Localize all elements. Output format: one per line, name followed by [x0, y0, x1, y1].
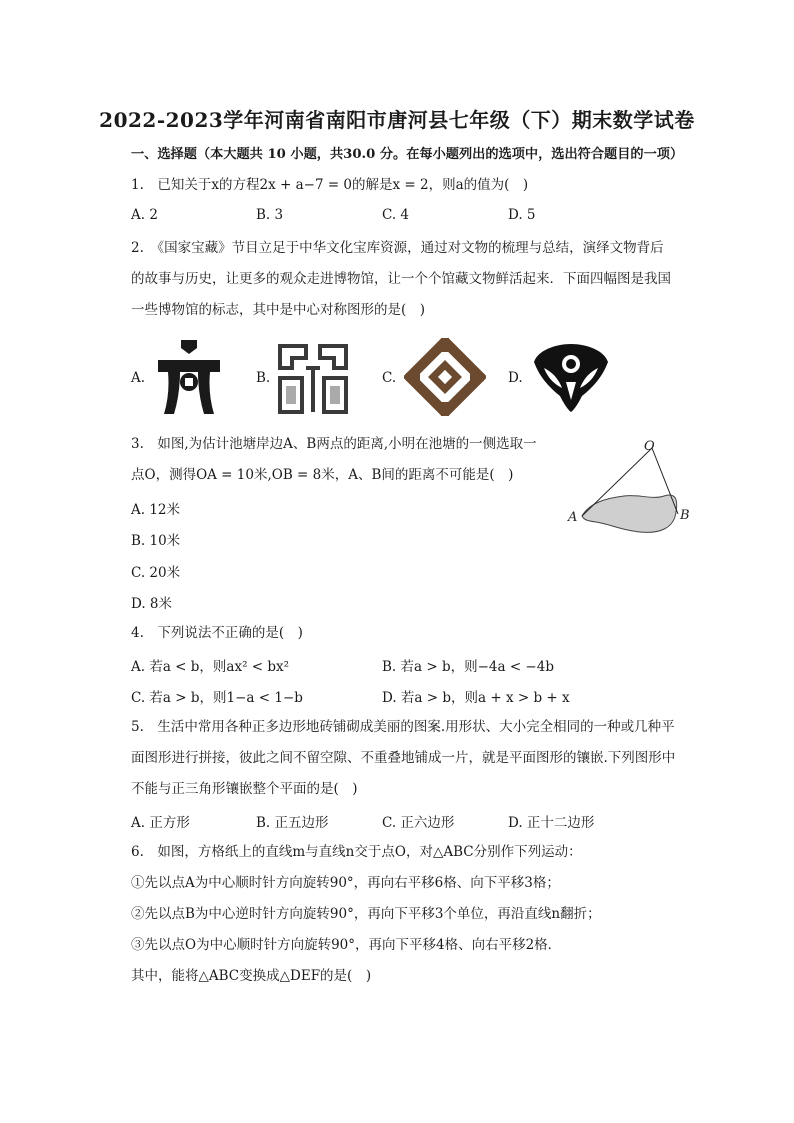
q5-option-d[interactable]: D. 正十二边形 — [508, 815, 595, 831]
pond-shape — [582, 495, 677, 532]
q5-option-c[interactable]: C. 正六边形 — [382, 815, 455, 831]
question-5-line-1: 5. 生活中常用各种正多边形地砖铺砌成美丽的图案.用形状、大小完全相同的一种或几种平 — [131, 719, 675, 735]
question-6-line-4: ③先以点O为中心顺时针方向旋转90°，再向下平移4格、向右平移2格． — [131, 937, 562, 953]
label-a: A — [568, 510, 578, 525]
question-2-line-2: 的故事与历史，让更多的观众走进博物馆，让一个个馆藏文物鲜活起来．下面四幅图是我国 — [131, 271, 671, 287]
question-3-line-2: 点O，测得OA = 10米,OB = 8米，A、B间的距离不可能是( ) — [131, 467, 514, 483]
museum-logo-a-icon — [148, 338, 230, 416]
museum-logo-d-icon — [530, 338, 612, 416]
section-heading: 一、选择题（本大题共 10 小题，共30.0 分。在每小题列出的选项中，选出符合题目的一项） — [131, 147, 684, 162]
q4-option-a[interactable]: A. 若a < b，则ax² < bx² — [131, 659, 290, 675]
q2-option-a[interactable]: A. — [131, 370, 146, 386]
question-5-line-3: 不能与正三角形镶嵌整个平面的是( ) — [131, 781, 358, 797]
q3-option-d[interactable]: D. 8米 — [131, 596, 173, 612]
question-3-line-1: 3. 如图,为估计池塘岸边A、B两点的距离,小明在池塘的一侧选取一 — [131, 436, 537, 452]
museum-logo-c-icon — [404, 338, 486, 416]
q4-option-d[interactable]: D. 若a > b，则a + x > b + x — [382, 690, 570, 706]
q2-option-b[interactable]: B. — [256, 370, 271, 386]
museum-logo-b-icon — [272, 338, 354, 416]
q2-option-c[interactable]: C. — [382, 370, 397, 386]
q1-option-c[interactable]: C. 4 — [382, 207, 410, 223]
pond-distance-figure — [560, 436, 705, 541]
q4-option-c[interactable]: C. 若a > b，则1−a < 1−b — [131, 690, 303, 706]
label-o: O — [644, 439, 655, 454]
question-2-line-3: 一些博物馆的标志，其中是中心对称图形的是( ) — [131, 302, 426, 318]
q4-option-b[interactable]: B. 若a > b，则−4a < −4b — [382, 659, 554, 675]
q1-option-d[interactable]: D. 5 — [508, 207, 536, 223]
question-1-stem: 1. 已知关于x的方程2x + a−7 = 0的解是x = 2，则a的值为( ) — [131, 177, 529, 193]
q3-option-a[interactable]: A. 12米 — [131, 502, 181, 518]
question-6-line-1: 6. 如图，方格纸上的直线m与直线n交于点O，对△ABC分别作下列运动： — [131, 844, 582, 860]
question-5-line-2: 面图形进行拼接，彼此之间不留空隙、不重叠地铺成一片，就是平面图形的镶嵌.下列图形中 — [131, 750, 676, 766]
page-title: 2022-2023学年河南省南阳市唐河县七年级（下）期末数学试卷 — [99, 108, 695, 132]
label-b: B — [680, 508, 690, 523]
q2-option-d[interactable]: D. — [508, 370, 523, 386]
question-2-line-1: 2. 《国家宝藏》节目立足于中华文化宝库资源，通过对文物的梳理与总结，演绎文物背后 — [131, 240, 664, 256]
q1-option-b[interactable]: B. 3 — [256, 207, 284, 223]
question-6-line-2: ①先以点A为中心顺时针方向旋转90°，再向右平移6格、向下平移3格； — [131, 875, 560, 891]
q5-option-b[interactable]: B. 正五边形 — [256, 815, 329, 831]
q5-option-a[interactable]: A. 正方形 — [131, 815, 190, 831]
question-6-line-3: ②先以点B为中心逆时针方向旋转90°，再向下平移3个单位，再沿直线n翻折； — [131, 906, 601, 922]
question-6-line-5: 其中，能将△ABC变换成△DEF的是( ) — [131, 968, 372, 984]
q3-option-b[interactable]: B. 10米 — [131, 533, 181, 549]
q1-option-a[interactable]: A. 2 — [131, 207, 158, 223]
question-4-stem: 4. 下列说法不正确的是( ) — [131, 625, 303, 641]
q3-option-c[interactable]: C. 20米 — [131, 565, 181, 581]
